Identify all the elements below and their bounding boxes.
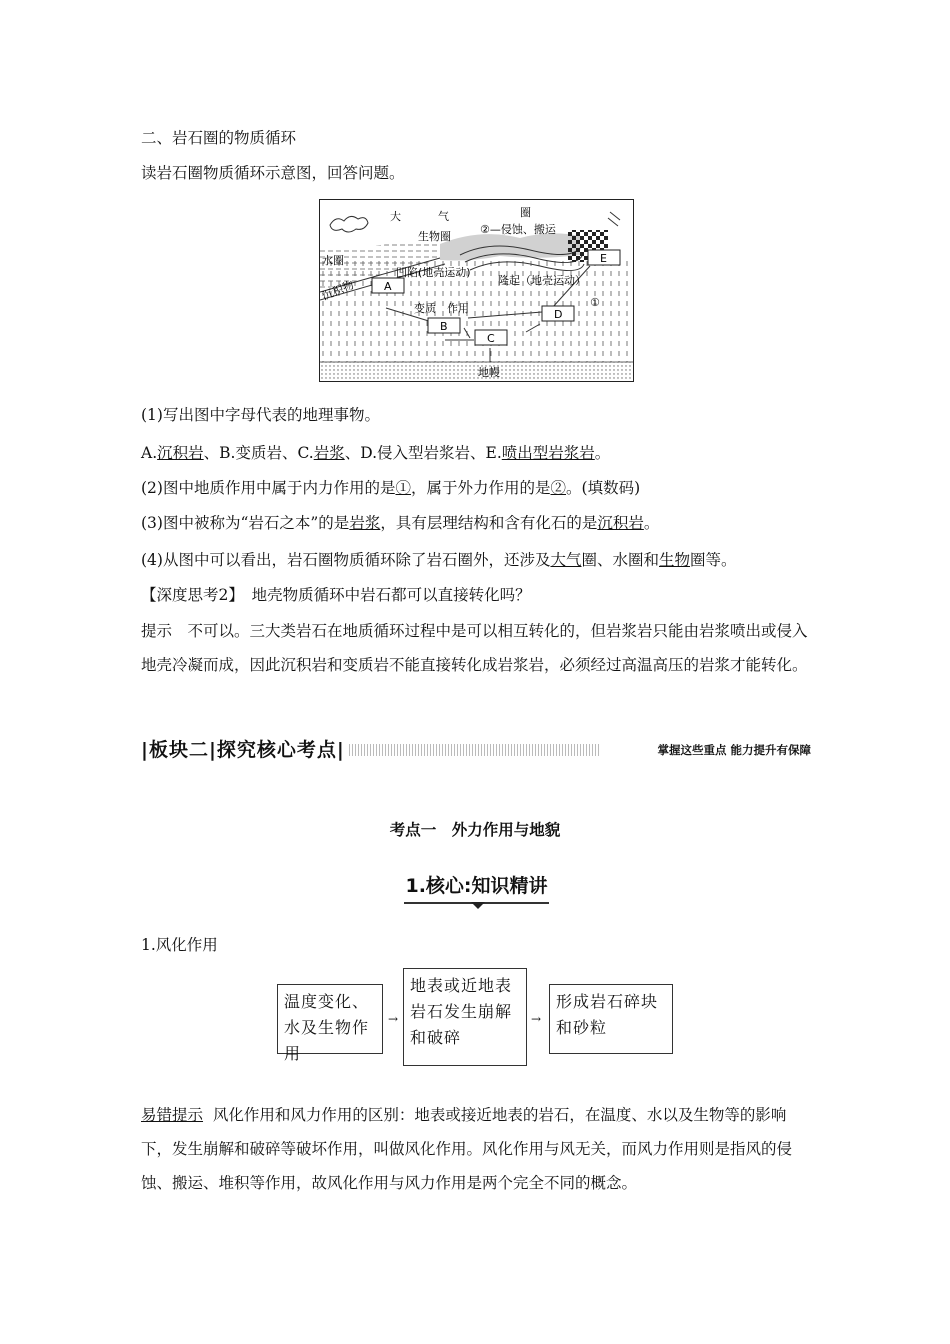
label-erosion: ②—侵蚀、搬运 xyxy=(480,223,556,236)
banner-hatch xyxy=(349,744,599,756)
label-circle1: ① xyxy=(590,296,600,309)
q4: (4)从图中可以看出，岩石圈物质循环除了岩石圈外，还涉及大气圈、水圈和生物圈等。 xyxy=(141,551,737,569)
label-E: E xyxy=(600,252,607,265)
weathering-heading: 1.风化作用 xyxy=(141,936,218,954)
flow-box-2: 地表或近地表岩石发生崩解和破碎 xyxy=(403,968,527,1066)
section-intro: 读岩石圈物质循环示意图，回答问题。 xyxy=(141,164,405,182)
label-metamorph: 变质 作用 xyxy=(414,302,469,315)
label-sediment: 沉积物 xyxy=(320,278,356,303)
core-title: 1.核心:知识精讲 xyxy=(404,872,549,904)
label-uplift: 隆起（地壳运动） xyxy=(498,274,586,287)
label-B: B xyxy=(440,320,448,333)
label-atm3: 圈 xyxy=(520,206,531,219)
q2: (2)图中地质作用中属于内力作用的是①，属于外力作用的是②。(填数码) xyxy=(141,479,641,497)
core-title-marker xyxy=(471,902,485,909)
label-bio: 生物圈 xyxy=(418,230,451,243)
arrow-right-icon: → xyxy=(531,1012,542,1026)
think-title: 【深度思考2】 地壳物质循环中岩石都可以直接转化吗？ xyxy=(141,586,531,604)
cloud-shape xyxy=(330,216,368,232)
topic-title: 考点一 外力作用与地貌 xyxy=(389,821,561,839)
q1-answer: A.沉积岩、B.变质岩、C.岩浆、D.侵入型岩浆岩、E.喷出型岩浆岩。 xyxy=(141,444,611,462)
arrow-right-icon: → xyxy=(388,1012,399,1026)
think-answer: 提示 不可以。三大类岩石在地质循环过程中是可以相互转化的，但岩浆岩只能由岩浆喷出或侵入地壳冷凝而成，因此沉积岩和变质岩不能直接转化成岩浆岩，必须经过高温高压的岩浆才能转化。 xyxy=(141,622,808,674)
q1-text: (1)写出图中字母代表的地理事物。 xyxy=(141,406,380,424)
tip-paragraph xyxy=(141,1098,813,1200)
label-water: 水圈 xyxy=(322,254,344,267)
section-banner xyxy=(141,738,811,762)
flow-box-3: 形成岩石碎块和砂粒 xyxy=(549,984,673,1054)
tip-label: 易错提示 xyxy=(141,1106,204,1124)
flow-box-1: 温度变化、水及生物作用 xyxy=(277,984,383,1054)
label-atm2: 气 xyxy=(438,210,449,223)
label-D: D xyxy=(554,308,563,321)
banner-right: 掌握这些重点 能力提升有保障 xyxy=(657,743,811,757)
rock-cycle-diagram xyxy=(319,199,634,382)
label-A: A xyxy=(384,280,392,293)
mantle-area xyxy=(320,362,633,381)
label-mantle: 地幔 xyxy=(478,366,500,379)
label-C: C xyxy=(487,332,495,345)
section-heading: 二、岩石圈的物质循环 xyxy=(141,129,297,147)
tip-text: 风化作用和风力作用的区别：地表或接近地表的岩石，在温度、水以及生物等的影响下，发生崩解和破碎等破坏作用，叫做风化作用。风化作用与风无关，而风力作用则是指风的侵蚀、搬运、堆积等作用，故风化作用与风力作用是两个完全不同的概念。 xyxy=(141,1106,793,1192)
rock-cycle-svg xyxy=(320,200,633,381)
label-atm1: 大 xyxy=(390,210,401,223)
label-subsidence: 凹陷(地壳运动) xyxy=(396,266,471,279)
banner-left: |板块二|探究核心考点| xyxy=(141,739,345,761)
q3: (3)图中被称为“岩石之本”的是岩浆，具有层理结构和含有化石的是沉积岩。 xyxy=(141,514,660,532)
